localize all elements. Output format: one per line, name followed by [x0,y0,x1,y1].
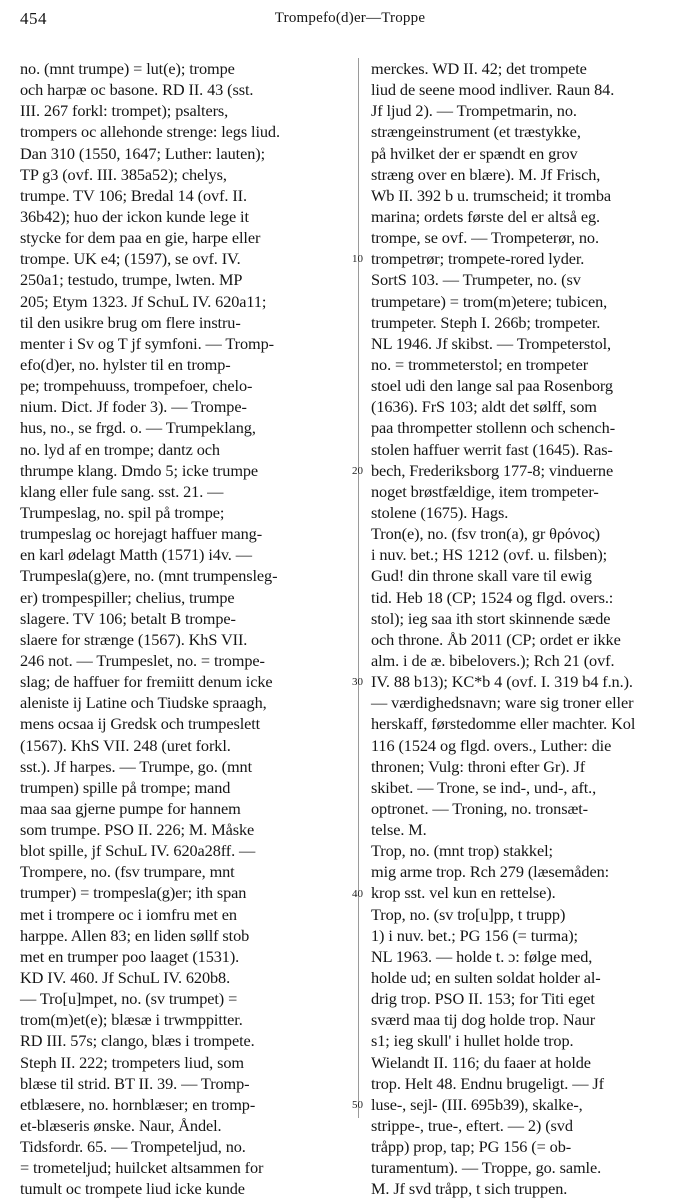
text-line: paa thrompetter stollenn och schench- [371,418,616,438]
text-line: luse-, sejl- (III. 695b39), skalke-, [371,1094,583,1114]
text-line: hus, no., se frgd. o. — Trumpeklang, [20,418,256,438]
text-line: mens ocsaa ij Gredsk och trumpeslett [20,714,261,734]
text-line: efo(d)er, no. hylster til en tromp- [20,354,231,374]
text-line: marina; ordets første del er altså eg. [371,206,601,226]
text-line: III. 267 forkl: trompet); psalters, [20,101,229,121]
text-line: herskaff, førstedomme eller machter. Kol [371,714,636,734]
text-line: no. = trommeterstol; en trompeter [371,354,589,374]
text-line: met i trompere oc i iomfru met en [20,904,237,924]
text-line: holde ud; en sulten soldat holder al- [371,968,601,988]
text-line: er) trompespiller; chelius, trumpe [20,587,235,607]
text-line: trumpe. TV 106; Bredal 14 (ovf. II. [20,185,247,205]
text-line: TP g3 (ovf. III. 385a52); chelys, [20,164,227,184]
text-line: stræng over en blære). M. Jf Frisch, [371,164,601,184]
text-line: noget brøstfældige, item trompeter- [371,481,599,501]
text-line: no. (mnt trumpe) = lut(e); trompe [20,59,235,78]
text-line: och harpæ oc basone. RD II. 43 (sst. [20,80,254,100]
text-line: Trumpesla(g)ere, no. (mnt trumpensleg- [20,566,278,586]
line-number: 40 [352,887,363,900]
text-line: trop. Helt 48. Endnu brugeligt. — Jf [371,1073,604,1093]
text-line: Wb II. 392 b u. trumscheid; it tromba [371,185,612,205]
running-head: Trompefo(d)er—Troppe [274,10,426,26]
text-line: Trumpeslag, no. spil på trompe; [20,502,225,522]
text-line: Wielandt II. 116; du faaer at holde [371,1052,591,1072]
text-line: trumpeslag oc horejagt haffuer mang- [20,524,263,544]
text-line: 116 (1524 og flgd. overs., Luther: die [371,735,612,755]
line-number: 20 [352,464,363,477]
text-line: trumpetare) = trom(m)etere; tubicen, [371,291,608,311]
text-line: s1; ieg skull' i hullet holde trop. [371,1031,574,1051]
text-line: = trometeljud; huilcket altsammen for [20,1158,264,1178]
text-line: bech, Frederiksborg 177-8; vinduerne [371,460,614,480]
text-line: maa saa gjerne pumpe for hannem [20,798,241,818]
text-line: klang eller fule sang. sst. 21. — [20,481,224,501]
text-line: 36b42); huo der ickon kunde lege it [20,206,249,226]
text-line: trumper) = trompesla(g)er; ith span [20,883,247,903]
text-line: drig trop. PSO II. 153; for Titi eget [371,989,595,1009]
text-line: stolen haffuer werrit fast (1645). Ras- [371,439,613,459]
text-line: IV. 88 b13); KC*b 4 (ovf. I. 319 b4 f.n.). [371,672,633,692]
text-line: etblæsere, no. hornblæser; en tromp- [20,1094,256,1114]
text-line: turamentum). — Troppe, go. samle. [371,1158,602,1178]
text-line: met en trumper poo laaget (1531). [20,946,240,966]
text-line: som trumpe. PSO II. 226; M. Måske [20,820,255,840]
text-line: Dan 310 (1550, 1647; Luther: lauten); [20,143,265,163]
text-line: blæse til strid. BT II. 39. — Tromp- [20,1073,250,1093]
text-line: Steph II. 222; trompeters liud, som [20,1052,244,1072]
text-line: och throne. Åb 2011 (CP; ordet er ikke [371,629,621,649]
text-line: aleniste ij Latine och Tiudske spraagh, [20,693,267,713]
text-line: strængeinstrument (et træstykke, [371,122,581,142]
text-line: stolene (1675). Hags. [371,502,509,522]
text-line: SortS 103. — Trumpeter, no. (sv [371,270,581,290]
text-line: Tron(e), no. (fsv tron(a), gr θρόνος) [371,524,600,544]
text-line: trumpen) spille på trompe; mand [20,777,231,797]
text-line: slagere. TV 106; betalt B trompe- [20,608,236,628]
line-number: 30 [352,676,363,689]
text-line: trompetrør; trompete-rored lyder. [371,249,585,269]
text-line: trompe, se ovf. — Trompeterør, no. [371,228,599,248]
page-number: 454 [20,9,47,28]
text-line: thronen; Vulg: throni efter Gr). Jf [371,756,586,776]
right-column [352,58,687,1200]
text-line: 250a1; testudo, trumpe, lwten. MP [20,270,243,290]
text-line: merckes. WD II. 42; det trompete [371,59,587,78]
text-line: stycke for dem paa en gie, harpe eller [20,228,261,248]
text-line: i nuv. bet.; HS 1212 (ovf. u. filsben); [371,545,608,565]
text-line: Gud! din throne skall vare til ewig [371,566,592,586]
line-number: 10 [352,253,363,266]
text-line: — værdighedsnavn; ware sig troner eller [371,693,634,713]
text-line: alm. i de æ. bibelovers.); Rch 21 (ovf. [371,650,615,670]
text-line: strippe-, true-, eftert. — 2) (svd [371,1116,573,1136]
text-line: sværd maa tij dog holde trop. Naur [371,1010,596,1030]
text-line: skibet. — Trone, se ind-, und-, aft., [371,777,597,797]
text-line: Trop, no. (mnt trop) stakkel; [371,841,553,861]
text-line: trumpeter. Steph I. 266b; trompeter. [371,312,601,332]
text-line: tråpp) prop, tap; PG 156 (= ob- [371,1137,572,1157]
text-line: NL 1946. Jf skibst. — Trompeterstol, [371,333,612,353]
text-line: trompers oc allehonde strenge: legs liud. [20,122,280,142]
text-line: optronet. — Troning, no. tronsæt- [371,798,588,818]
text-line: thrumpe klang. Dmdo 5; icke trumpe [20,460,259,480]
text-line: mig arme trop. Rch 279 (læsemåden: [371,862,610,882]
text-line: Jf ljud 2). — Trompetmarin, no. [371,101,577,121]
text-line: tid. Heb 18 (CP; 1524 og flgd. overs.: [371,587,614,607]
text-line: til den usikre brug om flere instru- [20,312,241,332]
text-line: stol); ieg saa ith stort skinnende sæde [371,608,611,628]
left-column [20,58,356,1200]
text-line: nium. Dict. Jf foder 3). — Trompe- [20,397,247,417]
text-line: (1567). KhS VII. 248 (uret forkl. [20,735,231,755]
text-line: tumult oc trompete liud icke kunde [20,1179,245,1199]
text-line: blot spille, jf SchuL IV. 620a28ff. — [20,841,256,861]
text-line: pe; trompehuuss, trompefoer, chelo- [20,376,253,396]
text-line: RD III. 57s; clango, blæs i trompete. [20,1031,255,1051]
text-line: slag; de haffuer for fremiitt denum icke [20,672,273,692]
text-line: Tidsfordr. 65. — Trompeteljud, no. [20,1137,246,1157]
column-divider [358,58,359,1118]
text-line: KD IV. 460. Jf SchuL IV. 620b8. [20,968,231,988]
text-line: menter i Sv og T jf symfoni. — Tromp- [20,333,274,353]
text-line: trompe. UK e4; (1597), se ovf. IV. [20,249,241,269]
text-line: harppe. Allen 83; en liden søllf stob [20,925,250,945]
text-line: telse. M. [371,820,427,840]
text-line: 205; Etym 1323. Jf SchuL IV. 620a11; [20,291,267,311]
text-line: trom(m)et(e); blæsæ i trwmppitter. [20,1010,243,1030]
text-line: 1) i nuv. bet.; PG 156 (= turma); [371,925,578,945]
text-line: NL 1963. — holde t. ɔ: følge med, [371,946,593,966]
text-line: M. Jf svd tråpp, t sich truppen. [371,1179,568,1199]
text-line: — Tro[u]mpet, no. (sv trumpet) = [20,989,238,1009]
text-line: sst.). Jf harpes. — Trumpe, go. (mnt [20,756,253,776]
text-line: liud de seene mood indliver. Raun 84. [371,80,615,100]
text-line: 246 not. — Trumpeslet, no. = trompe- [20,650,265,670]
text-line: krop sst. vel kun en rettelse). [371,883,556,903]
text-line: no. lyd af en trompe; dantz och [20,439,220,459]
text-line: på hvilket der er spændt en grov [371,143,578,163]
line-number: 50 [352,1099,363,1112]
text-line: en karl ødelagt Matth (1571) i4v. — [20,545,252,565]
text-line: Trompere, no. (fsv trumpare, mnt [20,862,235,882]
text-line: (1636). FrS 103; aldt det sølff, som [371,397,597,417]
text-line: et-blæseris ønske. Naur, Åndel. [20,1116,222,1136]
page-header [16,9,684,35]
text-line: stoel udi den lange sal paa Rosenborg [371,376,613,396]
text-line: Trop, no. (sv tro[u]pp, t trupp) [371,904,566,924]
text-line: slaere for strænge (1567). KhS VII. [20,629,248,649]
